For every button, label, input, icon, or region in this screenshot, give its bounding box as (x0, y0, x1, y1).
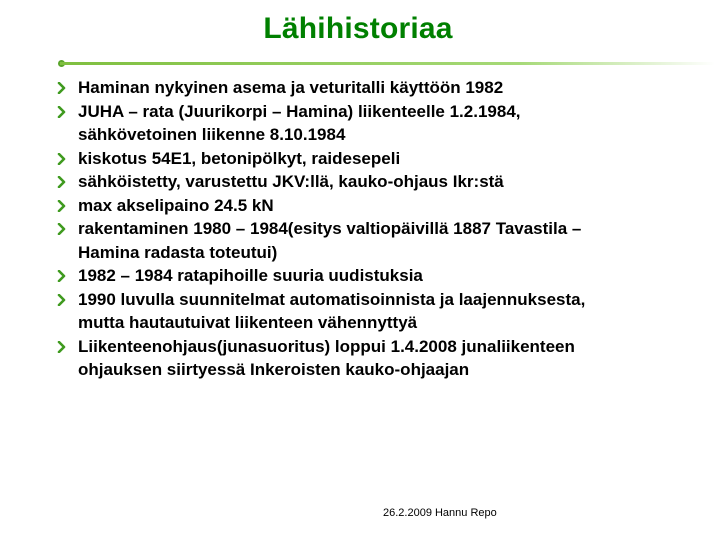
list-item-text: ohjauksen siirtyessä Inkeroisten kauko-ohjaajan (78, 360, 470, 379)
chevron-right-icon (57, 153, 69, 165)
list-item-text: Hamina radasta toteutui) (78, 242, 278, 262)
list-item-text: kiskotus 54E1, betonipölkyt, raidesepeli (78, 148, 401, 168)
chevron-right-icon (57, 270, 69, 282)
list-item-text: rakentaminen 1980 – 1984(esitys valtiopäivillä 1887 Tavastila – (78, 219, 582, 238)
chevron-right-icon (57, 223, 69, 235)
chevron-right-icon (57, 294, 69, 306)
chevron-right-icon (57, 200, 69, 212)
list-item-text: 1982 – 1984 ratapihoille suuria uudistuksia (78, 266, 423, 285)
list-item (57, 264, 707, 288)
title-divider (60, 60, 715, 68)
list-item (57, 217, 707, 264)
list-item (57, 288, 707, 335)
list-item-text: Haminan nykyinen asema ja veturitalli käyttöön 1982 (78, 78, 504, 97)
list-item-text: sähköistetty, varustettu JKV:llä, kauko-ohjaus Ikr:stä (78, 172, 504, 191)
slide-title: Lähihistoriaa (263, 12, 453, 45)
list-item-text: mutta hautautuivat liikenteen vähennyttyä (78, 313, 418, 332)
list-item-text: JUHA – rata (Juurikorpi – Hamina) liikenteelle 1.2.1984, (78, 101, 521, 121)
slide-footer: 26.2.2009 Hannu Repo (383, 507, 497, 519)
list-item-text: sähkövetoinen liikenne 8.10.1984 (78, 125, 346, 144)
list-item-text: 1990 luvulla suunnitelmat automatisoinnista ja laajennuksesta, (78, 289, 586, 309)
chevron-right-icon (57, 341, 69, 353)
divider-line (60, 62, 715, 65)
chevron-right-icon (57, 106, 69, 118)
chevron-right-icon (57, 176, 69, 188)
list-item (57, 194, 707, 218)
chevron-right-icon (57, 82, 69, 94)
bullet-list (57, 76, 707, 382)
list-item-text: max akselipaino 24.5 kN (78, 195, 274, 215)
list-item (57, 170, 707, 194)
list-item-text: Liikenteenohjaus(junasuoritus) loppui 1.4.2008 junaliikenteen (78, 336, 575, 356)
list-item (57, 335, 707, 382)
list-item (57, 100, 707, 147)
list-item (57, 76, 707, 100)
list-item (57, 147, 707, 171)
